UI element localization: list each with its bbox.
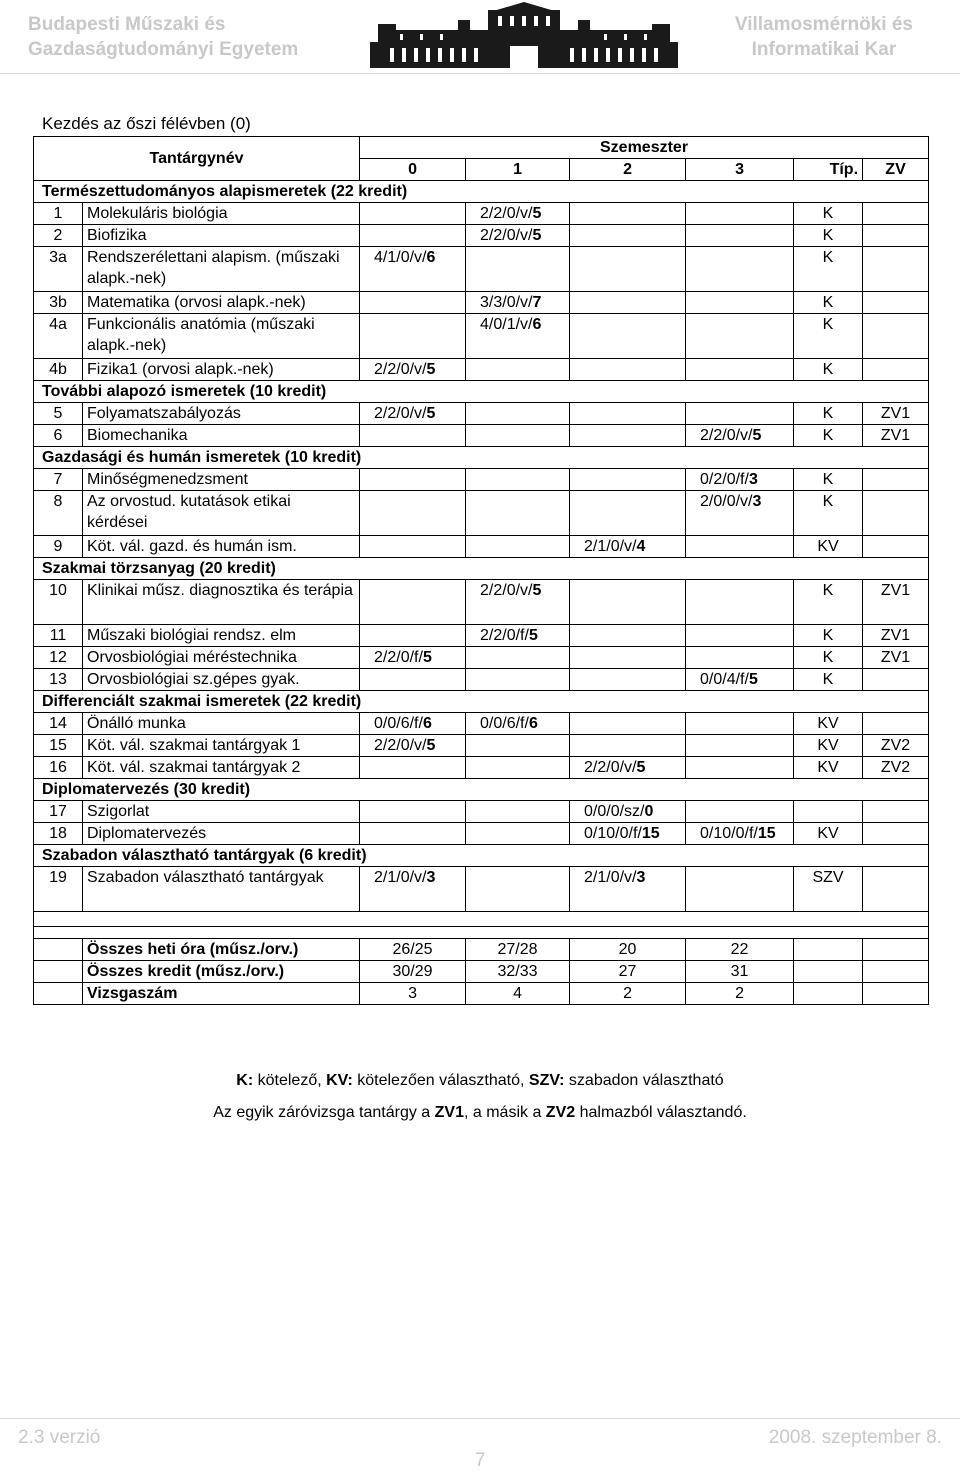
subject-type: KV (794, 713, 863, 735)
section-title: Diplomatervezés (30 kredit) (34, 779, 929, 801)
semester-1-cell (466, 867, 570, 912)
section-header-row (34, 447, 929, 469)
subject-row (34, 867, 929, 912)
subject-row (34, 292, 929, 314)
subject-name: Szabadon választható tantárgyak (83, 867, 360, 912)
totals-row (34, 983, 929, 1005)
subject-type: K (794, 491, 863, 536)
semester-1-cell (466, 669, 570, 691)
semester-2-cell (570, 580, 686, 625)
subject-name: Orvosbiológiai méréstechnika (83, 647, 360, 669)
subject-name: Orvosbiológiai sz.gépes gyak. (83, 669, 360, 691)
subject-number: 13 (34, 669, 83, 691)
semester-0-cell (360, 625, 466, 647)
subject-type: K (794, 292, 863, 314)
subject-type: K (794, 225, 863, 247)
totals-type (794, 939, 863, 961)
exam-set (863, 491, 929, 536)
subject-name: Molekuláris biológia (83, 203, 360, 225)
totals-spacer (34, 939, 83, 961)
subject-number: 5 (34, 403, 83, 425)
subject-number: 4a (34, 314, 83, 359)
legend-line-1: K: kötelező, KV: kötelezően választható, SZV: szabadon választható (236, 1072, 724, 1089)
subject-name: Matematika (orvosi alapk.-nek) (83, 292, 360, 314)
faculty-name-line2: Informatikai Kar (751, 39, 897, 60)
curriculum-table (33, 136, 929, 1005)
subject-number: 3a (34, 247, 83, 292)
faculty-name (735, 12, 913, 62)
semester-1-cell (466, 757, 570, 779)
subject-type: K (794, 203, 863, 225)
subject-name: Szigorlat (83, 801, 360, 823)
semester-2-cell (570, 647, 686, 669)
subject-type: K (794, 425, 863, 447)
subject-name: Rendszerélettani alapism. (műszaki alapk.-nek) (83, 247, 360, 292)
subject-number: 4b (34, 359, 83, 381)
semester-0-cell: 2/2/0/v/5 (360, 403, 466, 425)
totals-zv (863, 939, 929, 961)
totals-semester-3: 2 (686, 983, 794, 1005)
semester-3-cell (686, 867, 794, 912)
subject-number: 7 (34, 469, 83, 491)
subject-row (34, 757, 929, 779)
subject-type: K (794, 647, 863, 669)
version-label: 2.3 verzió (18, 1427, 101, 1448)
exam-set: ZV2 (863, 757, 929, 779)
semester-3-header: 3 (686, 159, 794, 181)
section-title: Differenciált szakmai ismeretek (22 kredit) (34, 691, 929, 713)
semester-0-cell: 2/2/0/f/5 (360, 647, 466, 669)
semester-3-cell (686, 247, 794, 292)
exam-set: ZV2 (863, 735, 929, 757)
subject-number: 14 (34, 713, 83, 735)
totals-semester-1: 4 (466, 983, 570, 1005)
subject-name: Biomechanika (83, 425, 360, 447)
subject-row (34, 801, 929, 823)
semester-2-cell: 2/1/0/v/4 (570, 536, 686, 558)
subject-number: 11 (34, 625, 83, 647)
semester-0-cell (360, 669, 466, 691)
subject-name: Folyamatszabályozás (83, 403, 360, 425)
semester-2-cell (570, 314, 686, 359)
exam-set: ZV1 (863, 625, 929, 647)
subject-type: K (794, 669, 863, 691)
semester-0-cell (360, 536, 466, 558)
exam-set (863, 536, 929, 558)
exam-set (863, 225, 929, 247)
subject-type: KV (794, 536, 863, 558)
subject-type: K (794, 580, 863, 625)
semester-1-cell: 3/3/0/v/7 (466, 292, 570, 314)
subject-type: K (794, 359, 863, 381)
exam-set (863, 314, 929, 359)
subject-type: K (794, 314, 863, 359)
semester-1-cell (466, 536, 570, 558)
subject-type: K (794, 403, 863, 425)
semester-3-cell (686, 403, 794, 425)
date-label: 2008. szeptember 8. (768, 1427, 942, 1448)
subject-number: 8 (34, 491, 83, 536)
subject-header: Tantárgynév (34, 137, 360, 181)
semester-2-cell (570, 359, 686, 381)
start-semester-label: Kezdés az őszi félévben (0) (42, 114, 251, 133)
subject-number: 2 (34, 225, 83, 247)
semester-0-cell (360, 580, 466, 625)
section-title: További alapozó ismeretek (10 kredit) (34, 381, 929, 403)
subject-number: 18 (34, 823, 83, 845)
semester-2-header: 2 (570, 159, 686, 181)
semester-3-cell (686, 292, 794, 314)
subject-row (34, 713, 929, 735)
totals-semester-1: 27/28 (466, 939, 570, 961)
semester-1-cell (466, 359, 570, 381)
semester-1-cell: 2/2/0/f/5 (466, 625, 570, 647)
semester-1-cell (466, 247, 570, 292)
subject-type: KV (794, 823, 863, 845)
section-header-row (34, 691, 929, 713)
semester-1-cell: 4/0/1/v/6 (466, 314, 570, 359)
legend-line-2: Az egyik záróvizsga tantárgy a ZV1, a másik a ZV2 halmazból választandó. (213, 1104, 747, 1121)
subject-row (34, 403, 929, 425)
university-name-line2: Gazdaságtudományi Egyetem (28, 39, 299, 60)
faculty-name-line1: Villamosmérnöki és (734, 14, 913, 35)
semester-1-cell (466, 735, 570, 757)
semester-0-cell: 0/0/6/f/6 (360, 713, 466, 735)
semester-3-cell: 2/0/0/v/3 (686, 491, 794, 536)
semester-0-cell (360, 314, 466, 359)
university-name-line1: Budapesti Műszaki és (28, 14, 226, 35)
subject-number: 16 (34, 757, 83, 779)
subject-type: K (794, 625, 863, 647)
totals-semester-0: 30/29 (360, 961, 466, 983)
footer-divider (0, 1418, 960, 1419)
semester-1-cell (466, 469, 570, 491)
exam-set (863, 669, 929, 691)
semester-0-cell (360, 469, 466, 491)
subject-type: KV (794, 757, 863, 779)
totals-semester-2: 20 (570, 939, 686, 961)
subject-number: 19 (34, 867, 83, 912)
totals-label: Összes heti óra (műsz./orv.) (83, 939, 360, 961)
semester-3-cell (686, 314, 794, 359)
section-header-row (34, 381, 929, 403)
semester-0-cell (360, 801, 466, 823)
semester-3-cell (686, 625, 794, 647)
semester-3-cell (686, 647, 794, 669)
semester-1-cell: 2/2/0/v/5 (466, 225, 570, 247)
semester-0-cell: 2/2/0/v/5 (360, 359, 466, 381)
semester-2-cell (570, 403, 686, 425)
section-header-row (34, 181, 929, 203)
section-header-row (34, 558, 929, 580)
university-name (28, 12, 298, 62)
spacer-row (34, 912, 929, 927)
semester-1-cell: 2/2/0/v/5 (466, 203, 570, 225)
exam-set: ZV1 (863, 425, 929, 447)
subject-name: Fizika1 (orvosi alapk.-nek) (83, 359, 360, 381)
page-number: 7 (474, 1450, 486, 1471)
semester-1-cell (466, 403, 570, 425)
semester-0-header: 0 (360, 159, 466, 181)
semester-1-cell (466, 823, 570, 845)
semester-2-cell: 2/2/0/v/5 (570, 757, 686, 779)
table-header-row (34, 137, 929, 159)
zv-header: ZV (863, 159, 929, 181)
semester-0-cell (360, 292, 466, 314)
semester-3-cell (686, 203, 794, 225)
semester-3-cell (686, 757, 794, 779)
section-title: Természettudományos alapismeretek (22 kredit) (34, 181, 929, 203)
subject-name: Minőségmenedzsment (83, 469, 360, 491)
totals-label: Összes kredit (műsz./orv.) (83, 961, 360, 983)
semester-2-cell (570, 203, 686, 225)
totals-row (34, 961, 929, 983)
semester-3-cell (686, 735, 794, 757)
subject-name: Műszaki biológiai rendsz. elm (83, 625, 360, 647)
semester-2-cell (570, 491, 686, 536)
semester-3-cell (686, 713, 794, 735)
subject-name: Diplomatervezés (83, 823, 360, 845)
semester-1-cell: 0/0/6/f/6 (466, 713, 570, 735)
semester-2-cell (570, 425, 686, 447)
subject-number: 1 (34, 203, 83, 225)
exam-set: ZV1 (863, 580, 929, 625)
section-title: Gazdasági és humán ismeretek (10 kredit) (34, 447, 929, 469)
totals-row (34, 939, 929, 961)
subject-name: Köt. vál. szakmai tantárgyak 1 (83, 735, 360, 757)
exam-set (863, 292, 929, 314)
semester-0-cell (360, 203, 466, 225)
subject-name: Funkcionális anatómia (műszaki alapk.-nek) (83, 314, 360, 359)
subject-row (34, 425, 929, 447)
semester-0-cell: 4/1/0/v/6 (360, 247, 466, 292)
subject-row (34, 203, 929, 225)
semester-0-cell (360, 757, 466, 779)
section-header-row (34, 845, 929, 867)
section-title: Szakmai törzsanyag (20 kredit) (34, 558, 929, 580)
subject-type: KV (794, 735, 863, 757)
subject-row (34, 536, 929, 558)
semester-2-cell (570, 469, 686, 491)
exam-set (863, 359, 929, 381)
exam-set: ZV1 (863, 647, 929, 669)
totals-semester-1: 32/33 (466, 961, 570, 983)
subject-row (34, 314, 929, 359)
semester-3-cell: 0/10/0/f/15 (686, 823, 794, 845)
semester-2-cell (570, 225, 686, 247)
gap-cell (34, 927, 929, 939)
exam-set: ZV1 (863, 403, 929, 425)
totals-semester-2: 27 (570, 961, 686, 983)
semester-1-header: 1 (466, 159, 570, 181)
exam-set (863, 823, 929, 845)
semester-1-cell (466, 491, 570, 536)
spacer-cell (34, 912, 929, 927)
semester-2-cell: 2/1/0/v/3 (570, 867, 686, 912)
exam-set (863, 203, 929, 225)
subject-name: Biofizika (83, 225, 360, 247)
subject-row (34, 491, 929, 536)
subject-row (34, 669, 929, 691)
semester-2-cell (570, 625, 686, 647)
totals-semester-0: 26/25 (360, 939, 466, 961)
semester-1-cell (466, 425, 570, 447)
subject-row (34, 625, 929, 647)
exam-set (863, 247, 929, 292)
semester-0-cell (360, 225, 466, 247)
section-title: Szabadon választható tantárgyak (6 kredit) (34, 845, 929, 867)
totals-semester-3: 31 (686, 961, 794, 983)
semester-3-cell (686, 225, 794, 247)
university-building-logo (370, 2, 678, 68)
section-header-row (34, 779, 929, 801)
semester-1-cell (466, 647, 570, 669)
semester-2-cell: 0/0/0/sz/0 (570, 801, 686, 823)
semester-3-cell (686, 801, 794, 823)
totals-semester-2: 2 (570, 983, 686, 1005)
subject-number: 9 (34, 536, 83, 558)
subject-number: 12 (34, 647, 83, 669)
header-divider (0, 73, 960, 74)
totals-spacer (34, 983, 83, 1005)
subject-type (794, 801, 863, 823)
exam-set (863, 867, 929, 912)
subject-name: Köt. vál. gazd. és humán ism. (83, 536, 360, 558)
semester-2-cell (570, 735, 686, 757)
semester-0-cell: 2/1/0/v/3 (360, 867, 466, 912)
exam-set (863, 801, 929, 823)
subject-row (34, 580, 929, 625)
subject-type: K (794, 247, 863, 292)
semester-3-cell (686, 359, 794, 381)
semester-2-cell (570, 292, 686, 314)
type-header: Típ. (794, 159, 863, 181)
semester-3-cell: 0/2/0/f/3 (686, 469, 794, 491)
totals-semester-0: 3 (360, 983, 466, 1005)
semester-3-cell: 0/0/4/f/5 (686, 669, 794, 691)
subject-name: Köt. vál. szakmai tantárgyak 2 (83, 757, 360, 779)
semester-3-cell (686, 580, 794, 625)
semester-3-cell: 2/2/0/v/5 (686, 425, 794, 447)
semester-0-cell (360, 491, 466, 536)
semester-0-cell (360, 823, 466, 845)
totals-semester-3: 22 (686, 939, 794, 961)
totals-zv (863, 961, 929, 983)
subject-number: 10 (34, 580, 83, 625)
subject-number: 15 (34, 735, 83, 757)
totals-label: Vizsgaszám (83, 983, 360, 1005)
exam-set (863, 469, 929, 491)
semester-2-cell (570, 713, 686, 735)
exam-set (863, 713, 929, 735)
semester-2-cell: 0/10/0/f/15 (570, 823, 686, 845)
totals-spacer (34, 961, 83, 983)
subject-row (34, 225, 929, 247)
subject-row (34, 247, 929, 292)
semester-0-cell: 2/2/0/v/5 (360, 735, 466, 757)
subject-type: SZV (794, 867, 863, 912)
semester-0-cell (360, 425, 466, 447)
gap-row (34, 927, 929, 939)
subject-name: Önálló munka (83, 713, 360, 735)
subject-number: 3b (34, 292, 83, 314)
subject-row (34, 647, 929, 669)
subject-row (34, 823, 929, 845)
subject-name: Klinikai műsz. diagnosztika és terápia (83, 580, 360, 625)
semester-2-cell (570, 247, 686, 292)
totals-type (794, 983, 863, 1005)
subject-row (34, 735, 929, 757)
totals-zv (863, 983, 929, 1005)
semester-2-cell (570, 669, 686, 691)
subject-row (34, 469, 929, 491)
totals-type (794, 961, 863, 983)
semester-1-cell: 2/2/0/v/5 (466, 580, 570, 625)
semester-header: Szemeszter (360, 137, 929, 159)
subject-row (34, 359, 929, 381)
semester-3-cell (686, 536, 794, 558)
subject-number: 17 (34, 801, 83, 823)
subject-type: K (794, 469, 863, 491)
semester-1-cell (466, 801, 570, 823)
subject-name: Az orvostud. kutatások etikai kérdései (83, 491, 360, 536)
subject-number: 6 (34, 425, 83, 447)
